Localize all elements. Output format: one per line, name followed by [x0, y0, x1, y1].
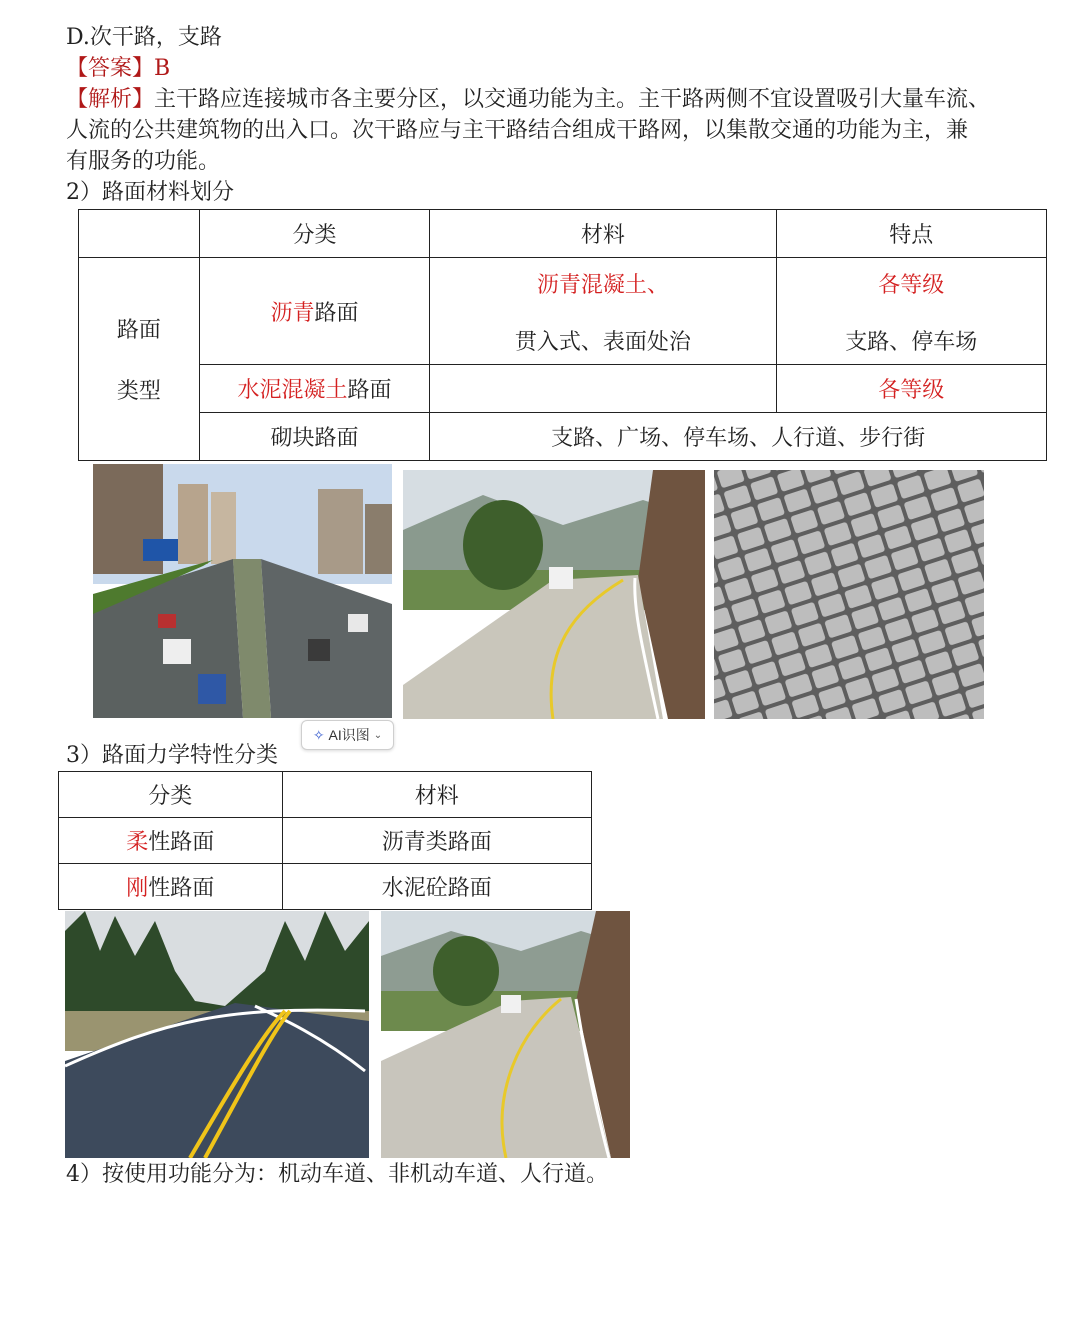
group-label-line-2: 类型 — [116, 379, 161, 404]
asphalt-type-black: 路面 — [314, 300, 359, 326]
block-merged-cell: 支路、广场、停车场、人行道、步行街 — [430, 413, 1047, 461]
asphalt-material-black: 贯入式、表面处治 — [514, 330, 691, 355]
analysis-line-3: 有服务的功能。 — [66, 149, 221, 174]
analysis-line-2: 人流的公共建筑物的出入口。次干路应与主干路结合组成干路网，以集散交通的功能为主，兼 — [66, 118, 969, 143]
flexible-type-red: 柔 — [126, 830, 149, 855]
asphalt-road-photo — [65, 911, 369, 1158]
block-type-cell: 砌块路面 — [199, 413, 430, 461]
table1-header-row — [79, 210, 1047, 258]
ai-recognize-button[interactable] — [301, 720, 394, 750]
concrete-material-cell — [430, 365, 776, 413]
table2-header-row — [59, 772, 592, 818]
table1-group-label — [79, 258, 200, 461]
rigid-material-cell: 水泥砼路面 — [282, 864, 591, 910]
table1-row-asphalt — [79, 258, 1047, 365]
section-4-line: 4）按使用功能分为：机动车道、非机动车道、人行道。 — [66, 1162, 608, 1187]
concrete-type-black: 路面 — [347, 378, 392, 403]
pavement-mechanics-table — [58, 771, 592, 910]
rigid-type-red: 刚 — [126, 876, 149, 901]
option-d: D.次干路，支路 — [66, 25, 222, 50]
table1-header-material: 材料 — [430, 210, 776, 258]
asphalt-material-cell — [430, 258, 776, 365]
highway-photo — [93, 464, 392, 718]
pavement-material-table — [78, 209, 1047, 461]
table2-header-material: 材料 — [282, 772, 591, 818]
answer-line — [66, 53, 170, 84]
table1-row-block — [79, 413, 1047, 461]
asphalt-feature-cell — [776, 258, 1046, 365]
concrete-road-photo — [381, 911, 630, 1158]
table1-header-type: 分类 — [199, 210, 430, 258]
flexible-type-cell — [59, 818, 283, 864]
analysis-text-1: 主干路应连接城市各主要分区，以交通功能为主。主干路两侧不宜设置吸引大量车流、 — [154, 87, 991, 112]
ai-recognize-label: AI识图 — [328, 727, 370, 743]
answer-tag: 【答案】 — [66, 56, 155, 81]
group-label-line-1: 路面 — [116, 318, 161, 343]
concrete-feature-cell: 各等级 — [776, 365, 1046, 413]
asphalt-type-cell — [199, 258, 430, 365]
asphalt-material-red: 沥青混凝土、 — [536, 273, 669, 298]
rural-road-photo — [403, 470, 705, 719]
table2-row — [59, 818, 592, 864]
concrete-type-red: 水泥混凝土 — [237, 378, 348, 403]
section-2-heading: 2）路面材料划分 — [66, 180, 234, 205]
table2-header-type: 分类 — [59, 772, 283, 818]
paving-block-photo — [714, 470, 984, 719]
asphalt-feature-red: 各等级 — [878, 273, 945, 298]
analysis-line-1 — [66, 84, 990, 115]
table1-row-concrete — [79, 365, 1047, 413]
asphalt-feature-black: 支路、停车场 — [845, 330, 978, 355]
flexible-material-cell: 沥青类路面 — [282, 818, 591, 864]
ai-sparkle-icon: ✧ — [312, 726, 325, 743]
table1-corner-cell — [79, 210, 200, 258]
rigid-type-black: 性路面 — [148, 876, 215, 901]
rigid-type-cell — [59, 864, 283, 910]
analysis-tag: 【解析】 — [66, 87, 155, 112]
answer-value: B — [154, 56, 171, 81]
table1-header-feature: 特点 — [776, 210, 1046, 258]
section-3-heading: 3）路面力学特性分类 — [66, 743, 278, 768]
chevron-down-icon: ⌄ — [373, 729, 383, 741]
concrete-type-cell — [199, 365, 430, 413]
flexible-type-black: 性路面 — [148, 830, 215, 855]
table2-row — [59, 864, 592, 910]
asphalt-type-red: 沥青 — [270, 300, 315, 326]
